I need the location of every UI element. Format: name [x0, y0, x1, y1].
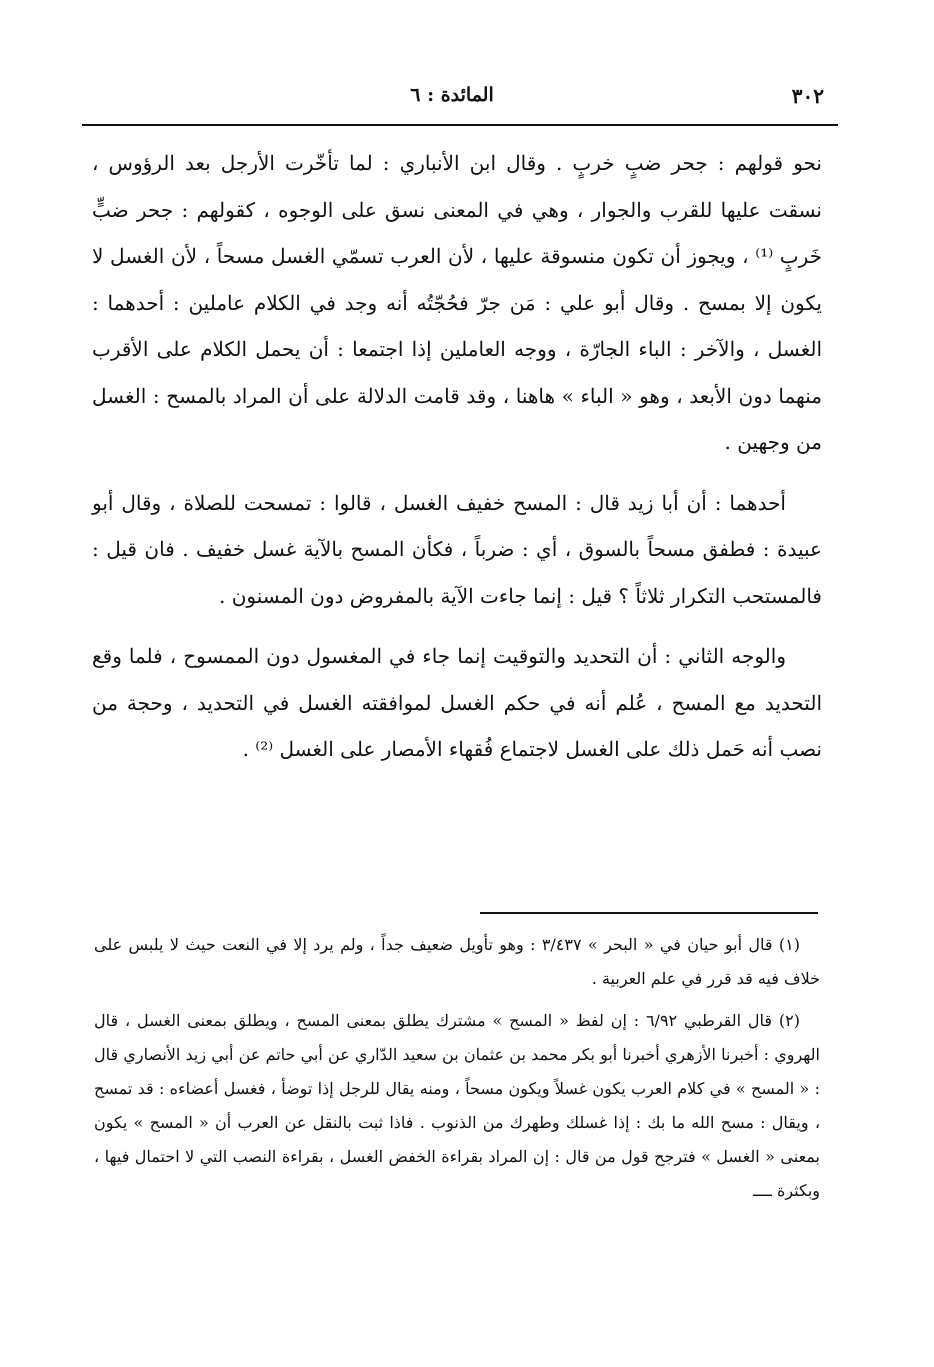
page-number: ٣٠٢ — [791, 84, 824, 108]
header-rule — [82, 124, 838, 126]
body-paragraph-1: نحو قولهم : جحر ضبٍ خربٍ . وقال ابن الأنباري : لما تأخّرت الأرجل بعد الرؤوس ، نسقت عليها للقرب والجوار ، وهي في المعنى نسق على الوجوه ، كقولهم : جحر ضبٍّ خَربٍ ⁽¹⁾ ، ويجوز أن تكون منسوقة عليها ، لأن العرب تسمّي الغسل مسحاً ، لأن الغسل لا يكون إلا بمسح . وقال أبو علي : مَن جرّ فحُجّتُه أنه وجد في الكلام عاملين : أحدهما : الغسل ، والآخر : الباء الجارّة ، ووجه العاملين إذا اجتمعا : أن يحمل الكلام على الأقرب منهما دون الأبعد ، وهو « الباء » هاهنا ، وقد قامت الدلالة على أن المراد بالمسح : الغسل من وجهين . — [92, 151, 822, 454]
body-paragraph-3: والوجه الثاني : أن التحديد والتوقيت إنما جاء في المغسول دون الممسوح ، فلما وقع التحديد مع المسح ، عُلم أنه في حكم الغسل لموافقته الغسل في التحديد ، وحجة من نصب أنه حَمل ذلك على الغسل لاجتماع فُقهاء الأمصار على الغسل ⁽²⁾ . — [92, 644, 822, 761]
footnote-1: (١) قال أبو حيان في « البحر » ٣/٤٣٧ : وهو تأويل ضعيف جداً ، ولم يرد إلا في النعت حيث لا يلبس على خلاف فيه قد قرر في علم العربية . — [94, 935, 820, 988]
footnotes — [94, 928, 820, 1216]
body-paragraph-2: أحدهما : أن أبا زيد قال : المسح خفيف الغسل ، قالوا : تمسحت للصلاة ، وقال أبو عبيدة : فطفق مسحاً بالسوق ، أي : ضرباً ، فكأن المسح بالآية غسل خفيف . فان قيل : فالمستحب التكرار ثلاثاً ؟ قيل : إنما جاءت الآية بالمفروض دون المسنون . — [92, 490, 822, 608]
main-text — [92, 140, 822, 787]
footnote-2: (٢) قال القرطبي ٦/٩٢ : إن لفظ « المسح » مشترك يطلق بمعنى المسح ، ويطلق بمعنى الغسل ، قال الهروي : أخبرنا الأزهري أخبرنا أبو بكر محمد بن عثمان بن سعيد الدّاري عن أبي حاتم عن أبي زيد الأنصاري قال : « المسح » في كلام العرب يكون غسلاً ويكون مسحاً ، ومنه يقال للرجل إذا توضأ ، فغسل أعضاءه : قد تمسح ، ويقال : مسح الله ما بك : إذا غسلك وطهرك من الذنوب . فاذا ثبت بالنقل عن العرب أن « المسح » يكون بمعنى « الغسل » فترجح قول من قال : إن المراد بقراءة الخفض الغسل ، بقراءة النصب التي لا احتمال فيها ، وبكثرة ــــ — [94, 1011, 820, 1200]
page-header — [80, 84, 824, 116]
running-head: المائدة : ٦ — [410, 84, 494, 106]
footnote-rule — [480, 912, 818, 914]
